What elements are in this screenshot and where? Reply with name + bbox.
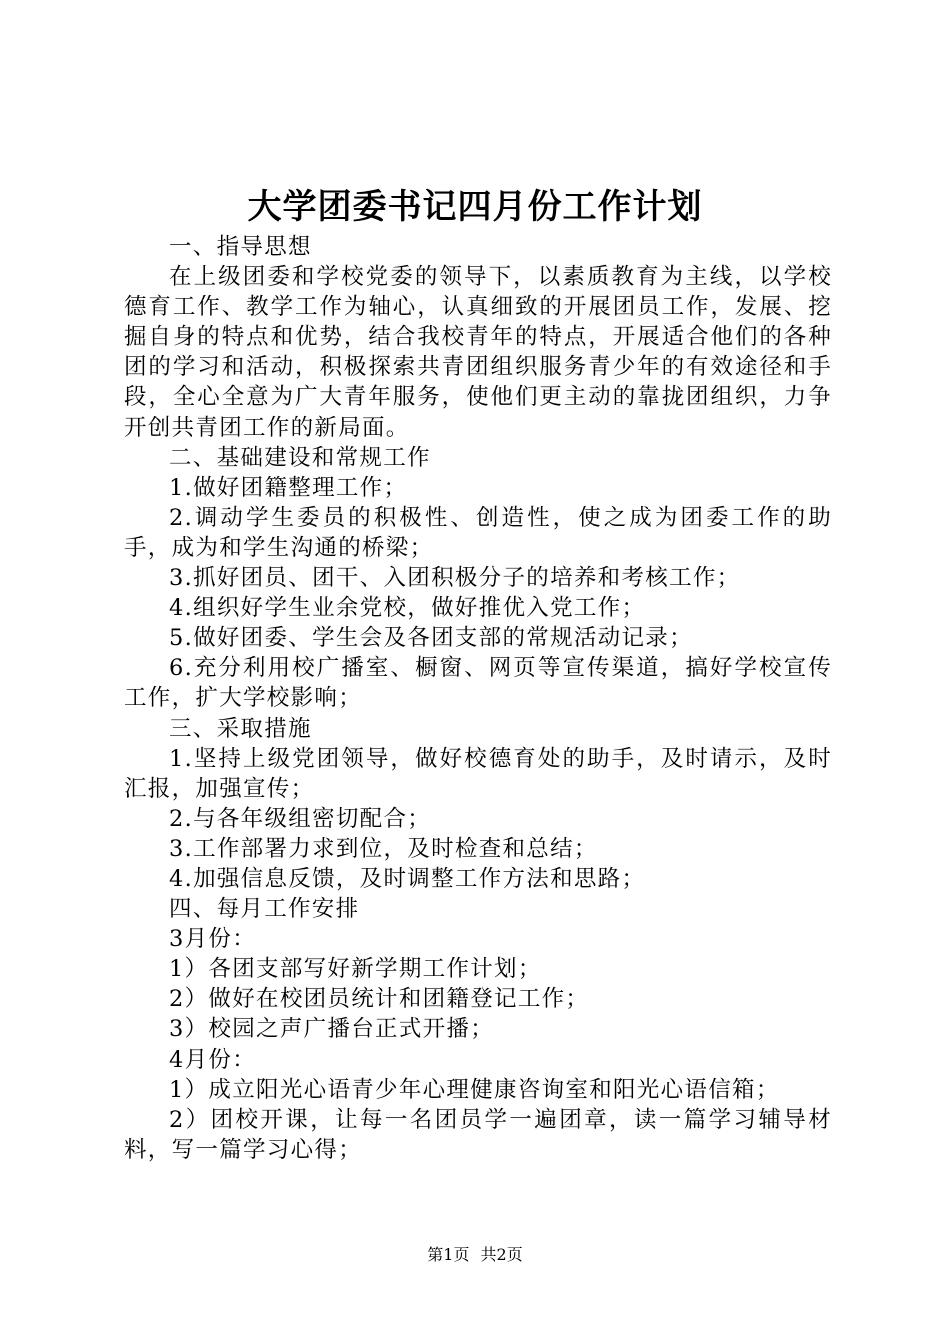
list-item: 1）成立阳光心语青少年心理健康咨询室和阳光心语信箱；	[169, 1076, 780, 1103]
list-item: 6.充分利用校广播室、橱窗、网页等宣传渠道，搞好学校宣传工作，扩大学校影响；	[124, 655, 832, 712]
list-item: 3.工作部署力求到位，及时检查和总结；	[169, 835, 598, 862]
paragraph: 在上级团委和学校党委的领导下，以素质教育为主线，以学校德育工作、教学工作为轴心，认真细致的开展团员工作，发展、挖掘自身的特点和优势，结合我校青年的特点，开展适合他们的各种团的学习和活动，积极探索共青团组织服务青少年的有效途径和手段，全心全意为广大青年服务，使他们更主动的靠拢团组织，力争开创共青团工作的新局面。	[124, 264, 832, 441]
list-item: 3.抓好团员、团干、入团积极分子的培养和考核工作；	[169, 565, 741, 592]
document-title: 大学团委书记四月份工作计划	[247, 187, 703, 227]
section-heading: 三、采取措施	[169, 715, 312, 742]
list-item: 1.做好团籍整理工作；	[169, 474, 408, 501]
section-heading: 四、每月工作安排	[169, 896, 360, 923]
section-heading: 一、指导思想	[169, 234, 312, 260]
section-heading: 二、基础建设和常规工作	[169, 444, 431, 471]
list-item: 2.调动学生委员的积极性、创造性，使之成为团委工作的助手，成为和学生沟通的桥梁；	[124, 504, 832, 561]
list-item: 2）做好在校团员统计和团籍登记工作；	[169, 986, 590, 1013]
list-item: 2）团校开课，让每一名团员学一遍团章，读一篇学习辅导材料，写一篇学习心得；	[124, 1106, 832, 1163]
document-body	[124, 232, 832, 1165]
page-total: 共2页	[480, 1245, 523, 1264]
list-item: 4.组织好学生业余党校，做好推优入党工作；	[169, 595, 646, 622]
page-number: 第1页	[427, 1245, 470, 1264]
page-footer	[0, 1244, 950, 1266]
month-heading: 4月份：	[169, 1046, 257, 1073]
list-item: 2.与各年级组密切配合；	[169, 805, 432, 832]
list-item: 1.坚持上级党团领导，做好校德育处的助手，及时请示，及时汇报，加强宣传；	[124, 745, 832, 802]
month-heading: 3月份：	[169, 926, 257, 953]
list-item: 3）校园之声广播台正式开播；	[169, 1016, 495, 1043]
list-item: 5.做好团委、学生会及各团支部的常规活动记录；	[169, 625, 693, 652]
list-item: 4.加强信息反馈，及时调整工作方法和思路；	[169, 865, 646, 892]
list-item: 1）各团支部写好新学期工作计划；	[169, 956, 542, 983]
